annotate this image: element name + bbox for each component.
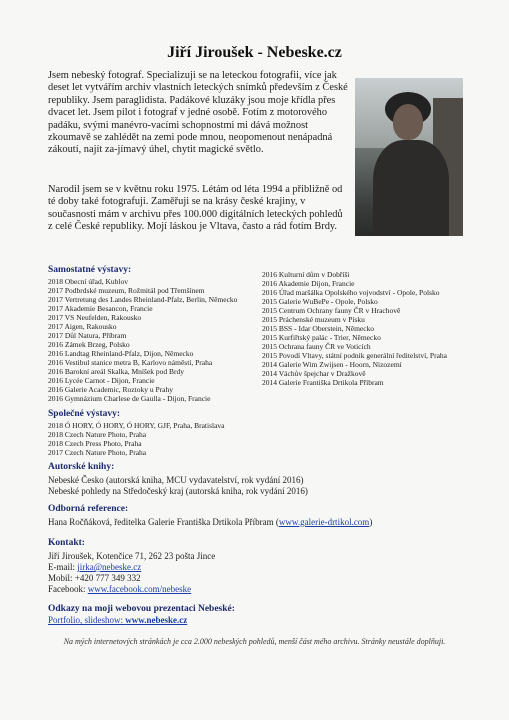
- exhibition-item: 2017 Podbrdské muzeum, Rožmitál pod Třemšínem: [48, 286, 205, 295]
- exhibition-item: 2016 Kulturní dům v Dobříši: [262, 270, 350, 279]
- portfolio-label[interactable]: Portfolio, slideshow:: [48, 615, 126, 625]
- exhibition-item: 2016 Landtag Rheinland-Pfalz, Dijon, Německo: [48, 349, 194, 358]
- exhibition-item: 2016 Galerie Academic, Roztoky u Prahy: [48, 385, 173, 394]
- reference-link[interactable]: www.galerie-drtikol.com: [278, 517, 370, 527]
- book-item: Nebeské pohledy na Středočeský kraj (autorská kniha, rok vydání 2016): [48, 486, 308, 496]
- contact-address: Jiří Jiroušek, Kotenčice 71, 262 23 pošta Jince: [48, 551, 216, 561]
- links-block: [48, 615, 187, 626]
- reference-text: Hana Ročňáková, ředitelka Galerie Františka Drtikola Příbram (www.galerie-drtikol.com): [48, 517, 373, 527]
- exhibition-item: 2016 Barokní areál Skalka, Mníšek pod Brdy: [48, 367, 185, 376]
- exhibition-item: 2018 Czech Press Photo, Praha: [48, 439, 142, 448]
- exhibition-item: 2016 Zámek Brzeg, Polsko: [48, 340, 130, 349]
- bio-text-2: Narodil jsem se v květnu roku 1975. Létám od léta 1994 a přibližně od té doby také fotografuji. Zaměřuji se na krásy české krajiny, v současnosti mám v archivu přes 100.000 digitálních leteckých pohledů z celé České republiky. Mojí láskou je Vltava, často a rád fotím Brdy.: [48, 184, 343, 233]
- contact-heading: Kontakt:: [48, 538, 85, 548]
- group-exhibitions-heading: Společné výstavy:: [48, 409, 121, 419]
- bio-paragraph-1: [48, 70, 348, 157]
- group-exhibitions-list: [48, 421, 225, 457]
- solo-exhibitions-right: [262, 270, 447, 387]
- exhibition-item: 2014 Váchův špejchar v Dražkově: [262, 369, 366, 378]
- email-link[interactable]: jirka@nebeske.cz: [77, 562, 142, 572]
- books-list: [48, 475, 308, 497]
- book-item: Nebeské Česko (autorská kniha, MCU vydavatelství, rok vydání 2016): [48, 475, 304, 485]
- reference-name: Hana Ročňáková, ředitelka Galerie Františka Drtikola Příbram (: [48, 517, 279, 527]
- solo-exhibitions-left: [48, 277, 237, 403]
- exhibition-item: 2018 Czech Nature Photo, Praha: [48, 430, 147, 439]
- exhibition-item: 2016 Akademie Dijon, Francie: [262, 279, 355, 288]
- author-photo: [355, 78, 463, 236]
- website-link[interactable]: www.nebeske.cz: [125, 615, 188, 625]
- exhibition-item: 2017 VS Neufelden, Rakousko: [48, 313, 142, 322]
- exhibition-item: 2017 Důl Natura, Příbram: [48, 331, 127, 340]
- contact-mobile: Mobil: +420 777 349 332: [48, 573, 141, 583]
- exhibition-item: 2016 Gymnázium Charlese de Gaulla - Dijon, Francie: [48, 394, 211, 403]
- exhibition-item: 2018 Obecní úřad, Kublov: [48, 277, 128, 286]
- exhibition-item: 2017 Vertretung des Landes Rheinland-Pfalz, Berlin, Německo: [48, 295, 238, 304]
- footer-note: Na mých internetových stránkách je cca 2.000 nebeských pohledů, menší část mého archivu. Stránky neustále doplňuji.: [63, 637, 446, 646]
- reference-heading: Odborná reference:: [48, 504, 129, 514]
- bio-text-1: Jsem nebeský fotograf. Specializuji se na leteckou fotografii, více jak deset let vytvářím archiv vlastních leteckých snímků především z České republiky. Jsem paraglidista. Padákové kluzáky jsou moje křídla přes dvacet let. Jsem pilot i fotograf v jedné osobě. Fotím z motorového padáku, svými manévro-vacími schopnostmi mi dává možnost zkoumavě se zahlédět na zemi pode mnou, neopomenout nenápadná zákoutí, najít za-jímavý úhel, chytit magické světlo.: [48, 70, 348, 156]
- links-heading: Odkazy na moji webovou prezentaci Nebeské:: [48, 604, 235, 614]
- exhibition-item: 2015 Ochrana fauny ČR ve Voticích: [262, 342, 371, 351]
- exhibition-item: 2014 Galerie Wim Zwijsen - Hoorn, Nizozemí: [262, 360, 402, 369]
- bio-paragraph-2: [48, 184, 348, 234]
- books-heading: Autorské knihy:: [48, 462, 115, 472]
- exhibition-item: 2016 Lycée Carnot - Dijon, Francie: [48, 376, 155, 385]
- exhibition-item: 2018 Ó HORY, Ó HORY, Ó HORY, GJF, Praha, Bratislava: [48, 421, 225, 430]
- exhibition-item: 2015 BSS - Idar Oberstein, Německo: [262, 324, 375, 333]
- exhibition-item: 2015 Práchenské muzeum v Písku: [262, 315, 365, 324]
- exhibition-item: 2015 Povodí Vltavy, státní podnik generální ředitelství, Praha: [262, 351, 447, 360]
- exhibition-item: 2014 Galerie Františka Drtikola Příbram: [262, 378, 384, 387]
- exhibition-item: 2016 Vestibul stanice metra B, Karlovo náměstí, Praha: [48, 358, 213, 367]
- exhibition-item: 2017 Czech Nature Photo, Praha: [48, 448, 147, 457]
- exhibition-item: 2016 Úřad maršálka Opolského vojvodství - Opole, Polsko: [262, 288, 440, 297]
- exhibition-item: 2015 Galerie WuBePe - Opole, Polsko: [262, 297, 378, 306]
- page-title: Jiří Jiroušek - Nebeske.cz: [167, 44, 342, 61]
- contact-block: Jiří Jiroušek, Kotenčice 71, 262 23 pošta Jince E-mail: jirka@nebeske.cz Mobil: +420 777 349 332 Facebook: www.facebook.com/nebeske: [48, 551, 216, 594]
- exhibition-item: 2015 Centrum Ochrany fauny ČR v Hrachově: [262, 306, 401, 315]
- exhibition-item: 2017 Aigen, Rakousko: [48, 322, 117, 331]
- exhibition-item: 2015 Kurfiřtský palác - Trier, Německo: [262, 333, 381, 342]
- facebook-link[interactable]: www.facebook.com/nebeske: [87, 584, 192, 594]
- solo-exhibitions-heading: Samostatné výstavy:: [48, 265, 132, 275]
- exhibition-item: 2017 Akademie Besancon, Francie: [48, 304, 153, 313]
